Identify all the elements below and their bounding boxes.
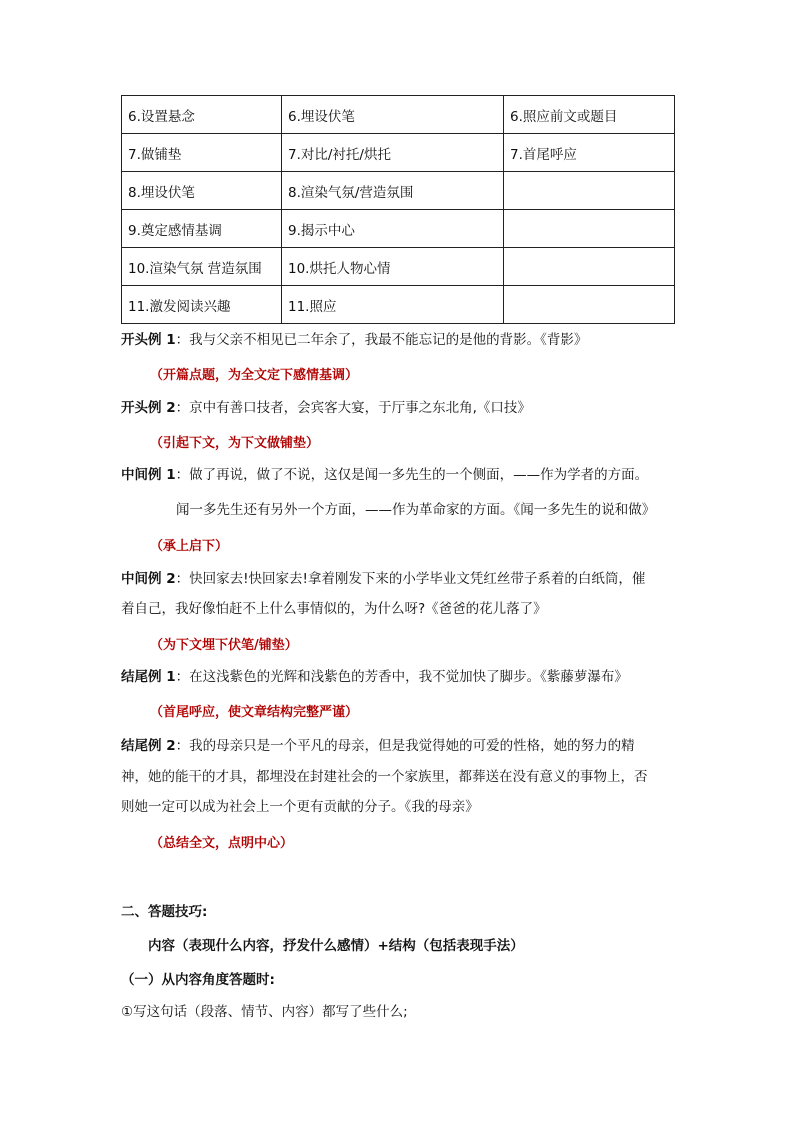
table-row	[122, 172, 675, 210]
example-text: ：在这浅紫色的光辉和浅紫色的芳香中，我不觉加快了脚步。《紫藤萝瀑布》	[175, 669, 628, 685]
table-cell: 11.激发阅读兴趣	[122, 286, 282, 324]
example-text-continued: 则她一定可以成为社会上一个更有贡献的分子。《我的母亲》	[121, 799, 479, 815]
example-label: 结尾例 1	[121, 669, 176, 685]
table-row	[122, 96, 675, 134]
list-item: ①写这句话（段落、情节、内容）都写了些什么;	[121, 1004, 408, 1020]
example-text-continued: 神，她的能干的才具，都埋没在封建社会的一个家族里，都葬送在没有意义的事物上，否	[121, 769, 648, 785]
example-label: 中间例 2	[121, 571, 176, 587]
example-ending-1	[121, 667, 628, 687]
example-label: 开头例 2	[121, 400, 176, 416]
table-row	[122, 286, 675, 324]
section-heading: 二、答题技巧:	[121, 904, 208, 920]
example-note: （总结全文，点明中心）	[150, 836, 294, 851]
table-cell	[504, 172, 675, 210]
table-row	[122, 134, 675, 172]
example-middle-1	[121, 465, 648, 485]
example-text: ：做了再说，做了不说，这仅是闻一多先生的一个侧面，——作为学者的方面。	[175, 467, 649, 483]
table-cell: 10.烘托人物心情	[282, 248, 504, 286]
table-cell: 11.照应	[282, 286, 504, 324]
table-cell: 7.对比/衬托/烘托	[282, 134, 504, 172]
table-cell: 6.埋设伏笔	[282, 96, 504, 134]
example-middle-2	[121, 569, 645, 589]
techniques-table	[121, 95, 675, 324]
table-cell: 8.渲染气氛/营造氛围	[282, 172, 504, 210]
answer-formula: 内容（表现什么内容，抒发什么感情）+结构（包括表现手法）	[148, 938, 524, 954]
example-note: （为下文埋下伏笔/铺垫）	[150, 638, 298, 653]
example-label: 结尾例 2	[121, 738, 176, 754]
example-text: ：快回家去!快回家去!拿着刚发下来的小学毕业文凭红丝带子系着的白纸筒，催	[175, 571, 646, 587]
example-opening-2	[121, 398, 531, 418]
example-label: 中间例 1	[121, 467, 176, 483]
table-cell: 6.设置悬念	[122, 96, 282, 134]
example-text-continued: 着自己，我好像怕赶不上什么事情似的，为什么呀?《爸爸的花儿落了》	[121, 601, 547, 617]
table-cell: 7.首尾呼应	[504, 134, 675, 172]
example-text: ：京中有善口技者，会宾客大宴，于厅事之东北角,《口技》	[175, 400, 531, 416]
table-cell: 9.揭示中心	[282, 210, 504, 248]
table-cell: 10.渲染气氛 营造氛围	[122, 248, 282, 286]
table-cell: 7.做铺垫	[122, 134, 282, 172]
example-note: （承上启下）	[150, 539, 229, 554]
example-opening-1	[121, 330, 587, 350]
table-cell: 9.奠定感情基调	[122, 210, 282, 248]
table-cell	[504, 210, 675, 248]
table-row	[122, 248, 675, 286]
example-label: 开头例 1	[121, 332, 176, 348]
example-note: （引起下文，为下文做铺垫）	[150, 436, 320, 451]
table-cell: 6.照应前文或题目	[504, 96, 675, 134]
table-cell	[504, 286, 675, 324]
table-cell: 8.埋设伏笔	[122, 172, 282, 210]
example-ending-2	[121, 736, 635, 756]
example-text: ：我与父亲不相见已二年余了，我最不能忘记的是他的背影。《背影》	[175, 332, 588, 348]
example-text-continued: 闻一多先生还有另外一个方面，——作为革命家的方面。《闻一多先生的说和做》	[176, 502, 656, 518]
example-note: （首尾呼应，使文章结构完整严谨）	[150, 705, 359, 720]
table-cell	[504, 248, 675, 286]
example-note: （开篇点题，为全文定下感情基调）	[150, 368, 359, 383]
subsection-heading: （一）从内容角度答题时:	[121, 972, 275, 988]
table-row	[122, 210, 675, 248]
example-text: ：我的母亲只是一个平凡的母亲，但是我觉得她的可爱的性格，她的努力的精	[175, 738, 635, 754]
